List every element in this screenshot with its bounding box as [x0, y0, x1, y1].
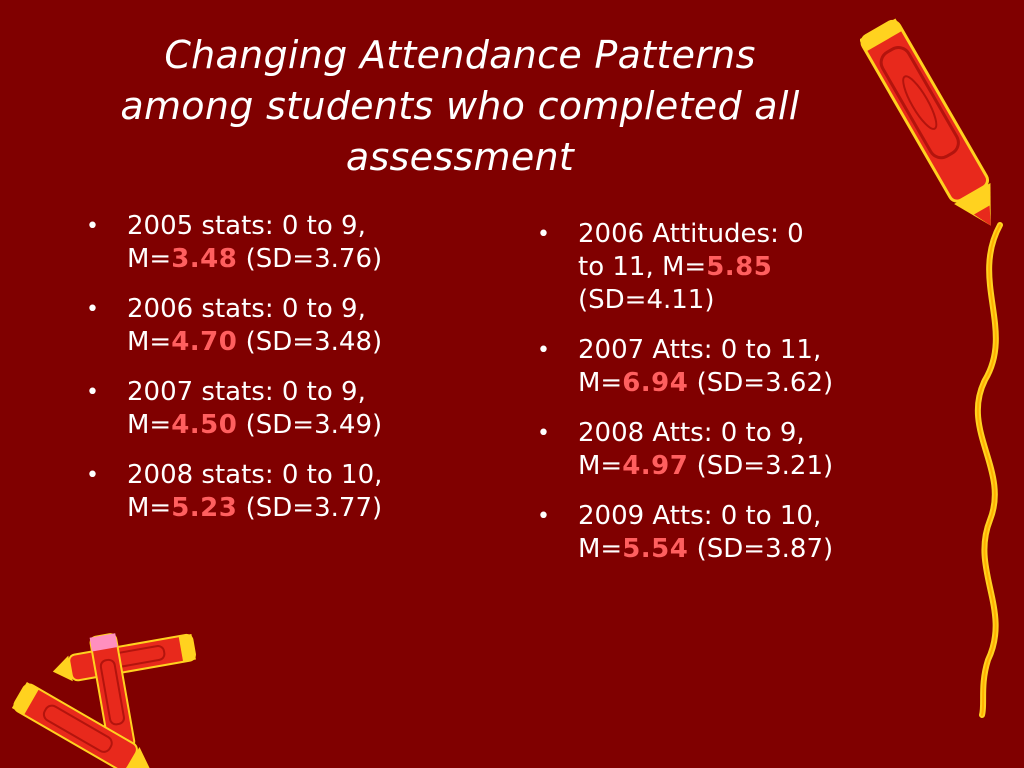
- item-sd: (SD=3.49): [237, 410, 383, 440]
- bullet-icon: •: [86, 214, 99, 239]
- item-prefix: M=: [578, 451, 623, 481]
- bullet-icon: •: [537, 504, 550, 529]
- mean-value: 4.97: [622, 451, 689, 481]
- item-prefix: M=: [578, 534, 623, 564]
- mean-value: 4.70: [171, 327, 238, 357]
- item-line: 2007 stats: 0 to 9,: [127, 377, 366, 407]
- item-sd: (SD=3.21): [688, 451, 834, 481]
- item-line: 2006 stats: 0 to 9,: [127, 294, 366, 324]
- title-line-2: among students who completed all: [120, 84, 800, 128]
- item-prefix: M=: [127, 493, 172, 523]
- bullet-icon: •: [86, 297, 99, 322]
- title-line-1: Changing Attendance Patterns: [164, 33, 756, 77]
- mean-value: 4.50: [171, 410, 238, 440]
- item-sd: (SD=3.77): [237, 493, 383, 523]
- list-item: [86, 293, 486, 359]
- item-prefix: to 11, M=: [578, 252, 707, 282]
- item-line: 2008 stats: 0 to 10,: [127, 460, 383, 490]
- mean-value: 6.94: [622, 368, 689, 398]
- item-line: 2009 Atts: 0 to 10,: [578, 501, 822, 531]
- item-line: 2008 Atts: 0 to 9,: [578, 418, 805, 448]
- bullet-icon: •: [537, 222, 550, 247]
- item-prefix: M=: [127, 327, 172, 357]
- mean-value: 5.85: [706, 252, 773, 282]
- item-sd: (SD=3.87): [688, 534, 834, 564]
- bullet-icon: •: [537, 421, 550, 446]
- squiggle-line-icon: [940, 220, 1024, 720]
- slide-title: [80, 30, 840, 183]
- bullet-icon: •: [86, 380, 99, 405]
- left-stats-list: [86, 210, 486, 542]
- mean-value: 3.48: [171, 244, 238, 274]
- item-prefix: M=: [127, 244, 172, 274]
- bullet-icon: •: [86, 463, 99, 488]
- title-line-3: assessment: [345, 135, 575, 179]
- item-prefix: M=: [127, 410, 172, 440]
- mean-value: 5.23: [171, 493, 238, 523]
- list-item: [537, 417, 917, 483]
- item-sd: (SD=3.76): [237, 244, 383, 274]
- crayon-top-right-icon: [860, 8, 1010, 243]
- item-line: 2005 stats: 0 to 9,: [127, 211, 366, 241]
- list-item: [86, 210, 486, 276]
- item-prefix: M=: [578, 368, 623, 398]
- bullet-icon: •: [537, 338, 550, 363]
- list-item: [86, 459, 486, 525]
- item-line: 2007 Atts: 0 to 11,: [578, 335, 822, 365]
- right-attitudes-list: [537, 218, 917, 583]
- list-item: [537, 334, 917, 400]
- crayon-bundle-bottom-left-icon: [0, 620, 210, 768]
- item-sd: (SD=3.62): [688, 368, 834, 398]
- item-sd: (SD=3.48): [237, 327, 383, 357]
- mean-value: 5.54: [622, 534, 689, 564]
- item-line: 2006 Attitudes: 0: [578, 219, 804, 249]
- item-sd: (SD=4.11): [578, 285, 715, 315]
- list-item: [537, 500, 917, 566]
- list-item: [86, 376, 486, 442]
